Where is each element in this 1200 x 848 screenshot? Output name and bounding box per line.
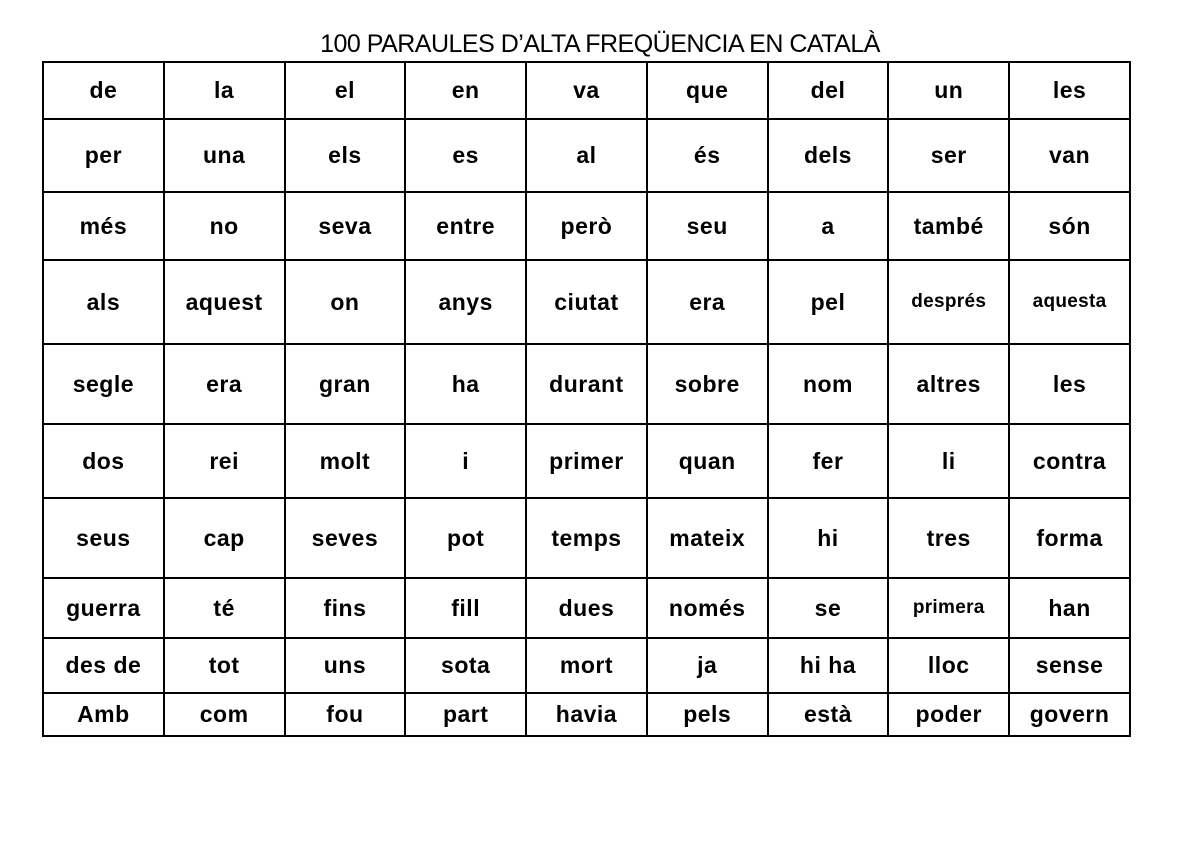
word-cell: té [164, 578, 285, 638]
word-cell: la [164, 62, 285, 119]
word-cell: dels [768, 119, 889, 192]
word-cell: hi ha [768, 638, 889, 693]
word-cell: gran [285, 344, 406, 424]
word-cell: primer [526, 424, 647, 498]
word-cell: dos [43, 424, 164, 498]
word-cell: guerra [43, 578, 164, 638]
word-cell: havia [526, 693, 647, 736]
word-cell: mort [526, 638, 647, 693]
word-cell: molt [285, 424, 406, 498]
word-cell: durant [526, 344, 647, 424]
word-cell: era [647, 260, 768, 344]
word-cell: pel [768, 260, 889, 344]
word-cell: Amb [43, 693, 164, 736]
word-cell: temps [526, 498, 647, 578]
word-cell: van [1009, 119, 1130, 192]
page-title: 100 PARAULES D’ALTA FREQÜENCIA EN CATALÀ [320, 30, 880, 58]
table-row [43, 424, 1130, 498]
word-cell: també [888, 192, 1009, 260]
word-cell: entre [405, 192, 526, 260]
word-cell: era [164, 344, 285, 424]
word-cell: seves [285, 498, 406, 578]
word-cell: des de [43, 638, 164, 693]
word-cell: pot [405, 498, 526, 578]
word-cell: seva [285, 192, 406, 260]
word-cell: més [43, 192, 164, 260]
word-cell: un [888, 62, 1009, 119]
table-row [43, 578, 1130, 638]
word-cell: rei [164, 424, 285, 498]
word-cell: als [43, 260, 164, 344]
word-cell: fou [285, 693, 406, 736]
word-cell: aquesta [1009, 260, 1130, 344]
word-cell: on [285, 260, 406, 344]
word-cell: mateix [647, 498, 768, 578]
word-cell: aquest [164, 260, 285, 344]
word-cell: dues [526, 578, 647, 638]
word-cell: li [888, 424, 1009, 498]
word-cell: anys [405, 260, 526, 344]
word-cell: va [526, 62, 647, 119]
table-row [43, 192, 1130, 260]
word-table-body [43, 62, 1130, 736]
word-cell: les [1009, 62, 1130, 119]
word-cell: són [1009, 192, 1130, 260]
word-cell: fins [285, 578, 406, 638]
word-cell: hi [768, 498, 889, 578]
word-cell: està [768, 693, 889, 736]
table-row [43, 260, 1130, 344]
word-cell: de [43, 62, 164, 119]
word-cell: cap [164, 498, 285, 578]
word-cell: lloc [888, 638, 1009, 693]
word-cell: uns [285, 638, 406, 693]
word-cell: part [405, 693, 526, 736]
word-cell: per [43, 119, 164, 192]
table-row [43, 62, 1130, 119]
word-cell: del [768, 62, 889, 119]
word-cell: que [647, 62, 768, 119]
word-cell: pels [647, 693, 768, 736]
word-cell: nom [768, 344, 889, 424]
table-row [43, 638, 1130, 693]
word-cell: al [526, 119, 647, 192]
word-cell: segle [43, 344, 164, 424]
word-cell: no [164, 192, 285, 260]
word-cell: com [164, 693, 285, 736]
word-cell: tot [164, 638, 285, 693]
word-cell: poder [888, 693, 1009, 736]
word-cell: sense [1009, 638, 1130, 693]
word-cell: a [768, 192, 889, 260]
word-cell: ha [405, 344, 526, 424]
word-cell: ser [888, 119, 1009, 192]
table-row [43, 498, 1130, 578]
word-cell: després [888, 260, 1009, 344]
word-cell: seu [647, 192, 768, 260]
word-cell: el [285, 62, 406, 119]
word-cell: tres [888, 498, 1009, 578]
word-cell: se [768, 578, 889, 638]
word-cell: altres [888, 344, 1009, 424]
word-cell: però [526, 192, 647, 260]
word-cell: fer [768, 424, 889, 498]
table-row [43, 693, 1130, 736]
table-row [43, 119, 1130, 192]
table-row [43, 344, 1130, 424]
word-cell: i [405, 424, 526, 498]
word-cell: ciutat [526, 260, 647, 344]
word-cell: les [1009, 344, 1130, 424]
word-cell: és [647, 119, 768, 192]
word-cell: forma [1009, 498, 1130, 578]
word-cell: es [405, 119, 526, 192]
word-cell: només [647, 578, 768, 638]
word-cell: ja [647, 638, 768, 693]
word-cell: quan [647, 424, 768, 498]
word-cell: en [405, 62, 526, 119]
word-cell: una [164, 119, 285, 192]
word-cell: govern [1009, 693, 1130, 736]
word-cell: han [1009, 578, 1130, 638]
word-cell: seus [43, 498, 164, 578]
word-cell: fill [405, 578, 526, 638]
word-table [42, 61, 1131, 737]
word-cell: primera [888, 578, 1009, 638]
word-cell: contra [1009, 424, 1130, 498]
word-cell: sota [405, 638, 526, 693]
word-cell: els [285, 119, 406, 192]
word-cell: sobre [647, 344, 768, 424]
